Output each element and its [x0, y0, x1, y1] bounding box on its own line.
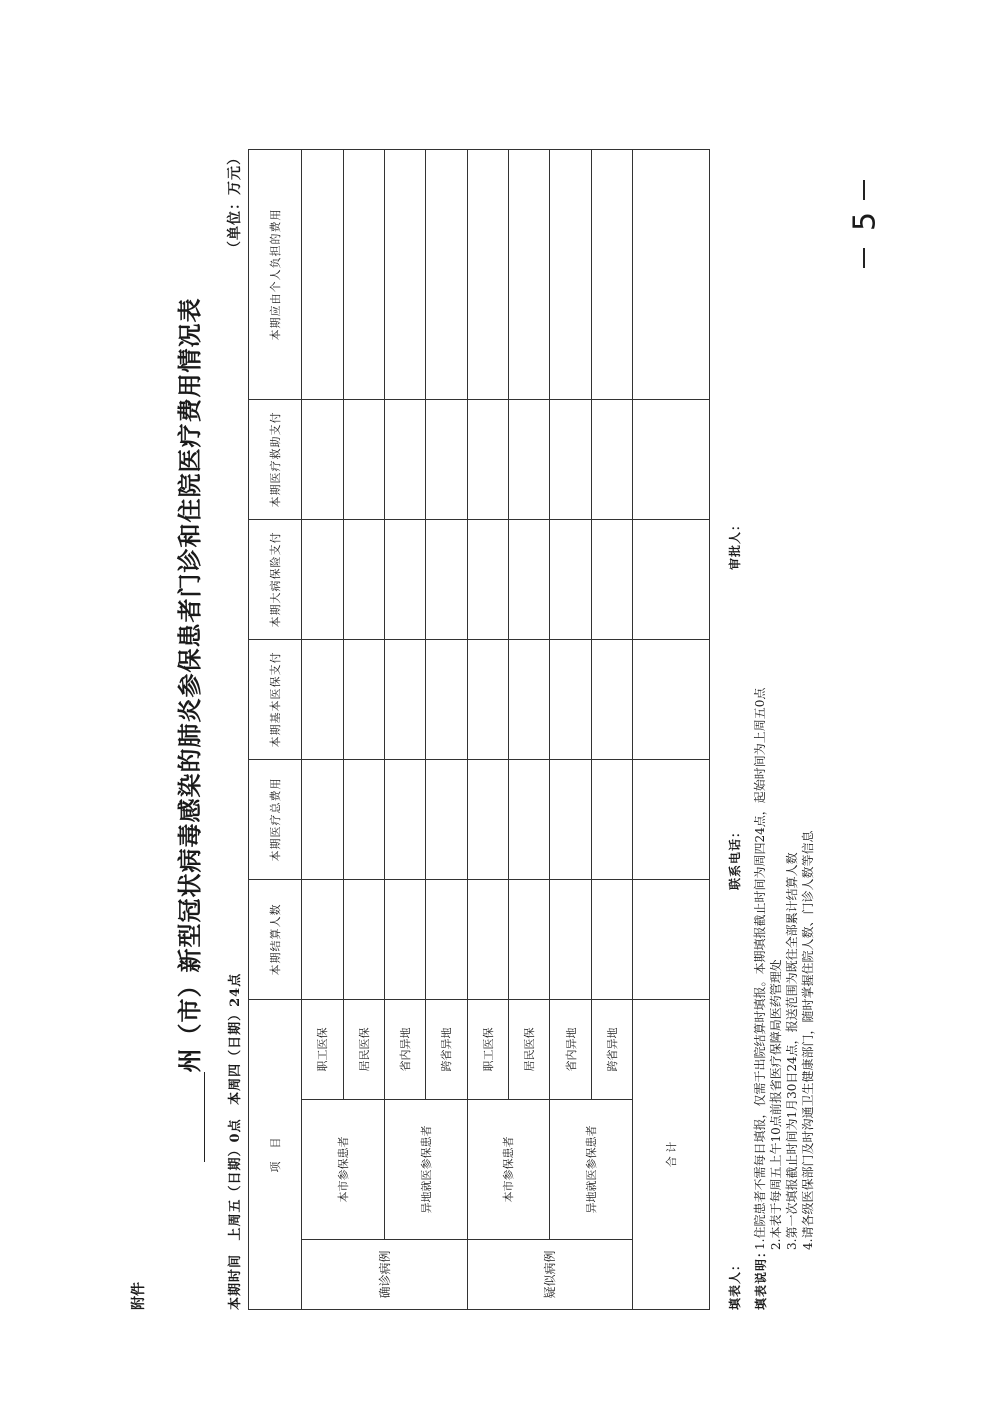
- table-cell[interactable]: [550, 760, 591, 880]
- subgroup-label: 异地就医参保患者: [550, 1100, 633, 1240]
- expense-table: [248, 149, 710, 1310]
- table-cell[interactable]: [384, 520, 425, 640]
- header-item: 项 目: [249, 1000, 302, 1310]
- table-cell[interactable]: [384, 760, 425, 880]
- row-label: 省内异地: [384, 1000, 425, 1100]
- column-header: 本期应由个人负担的费用: [249, 150, 302, 400]
- page-title: [170, 140, 205, 1320]
- row-label: 职工医保: [467, 1000, 508, 1100]
- table-cell[interactable]: [302, 640, 343, 760]
- table-cell[interactable]: [633, 640, 710, 760]
- subgroup-label: 本市参保患者: [302, 1100, 385, 1240]
- table-cell[interactable]: [384, 150, 425, 400]
- attachment-label: 附件: [131, 1282, 147, 1310]
- table-cell[interactable]: [302, 520, 343, 640]
- title-text: 州（市）新型冠状病毒感染的肺炎参保患者门诊和住院医疗费用情况表: [175, 297, 204, 1073]
- row-label: 省内异地: [550, 1000, 591, 1100]
- note-item: 1.住院患者不需每日填报，仅需于出院结算时填报。本期填报截止时间为周四24点，起始时间为上周五0点: [753, 687, 767, 1250]
- note-item: 3.第一次填报截止时间为1月30日24点，报送范围为既往全部累计结算人数: [785, 852, 799, 1250]
- column-header: 本期结算人数: [249, 880, 302, 1000]
- table-cell[interactable]: [508, 760, 549, 880]
- table-cell[interactable]: [302, 760, 343, 880]
- table-cell[interactable]: [426, 880, 467, 1000]
- table-cell[interactable]: [591, 640, 632, 760]
- row-label: 居民医保: [508, 1000, 549, 1100]
- table-cell[interactable]: [467, 640, 508, 760]
- table-header-row: [249, 150, 302, 1310]
- table-row: [384, 150, 425, 1310]
- table-cell[interactable]: [384, 400, 425, 520]
- table-cell[interactable]: [343, 520, 384, 640]
- contact-label: 联系电话：: [728, 824, 742, 890]
- filler-label: 填表人：: [728, 1257, 742, 1310]
- period-end: 本周四（日期）24点: [228, 972, 243, 1105]
- table-cell[interactable]: [508, 150, 549, 400]
- column-header: 本期大病保险支付: [249, 520, 302, 640]
- period-line: [224, 965, 243, 1310]
- notes-list: [752, 688, 816, 1250]
- table-cell[interactable]: [550, 640, 591, 760]
- landscape-sheet: [131, 140, 880, 1320]
- row-label: 居民医保: [343, 1000, 384, 1100]
- table-cell[interactable]: [508, 640, 549, 760]
- row-label: 跨省异地: [426, 1000, 467, 1100]
- approver-label: 审批人：: [728, 517, 742, 570]
- group-label-confirmed: 确诊病例: [302, 1240, 467, 1310]
- page-number: [835, 180, 895, 270]
- table-row: [467, 150, 508, 1310]
- table-cell[interactable]: [633, 760, 710, 880]
- table-cell[interactable]: [426, 520, 467, 640]
- table-cell[interactable]: [467, 880, 508, 1000]
- table-cell[interactable]: [467, 760, 508, 880]
- table-cell[interactable]: [343, 640, 384, 760]
- table-cell[interactable]: [591, 400, 632, 520]
- table-cell[interactable]: [426, 760, 467, 880]
- table-cell[interactable]: [302, 150, 343, 400]
- table-cell[interactable]: [508, 400, 549, 520]
- group-label-suspected: 疑似病例: [467, 1240, 632, 1310]
- table-cell[interactable]: [343, 880, 384, 1000]
- table-cell[interactable]: [633, 150, 710, 400]
- table-row: [550, 150, 591, 1310]
- table-cell[interactable]: [343, 760, 384, 880]
- table-cell[interactable]: [467, 400, 508, 520]
- table-cell[interactable]: [591, 880, 632, 1000]
- total-row: [633, 150, 710, 1310]
- total-label: 合 计: [633, 1000, 710, 1310]
- page-number-text: 5: [847, 211, 883, 232]
- table-cell[interactable]: [343, 400, 384, 520]
- row-label: 职工医保: [302, 1000, 343, 1100]
- table-cell[interactable]: [550, 150, 591, 400]
- period-label: 本期时间: [228, 1253, 243, 1310]
- period-start: 上周五（日期）0点: [228, 1118, 243, 1241]
- table-cell[interactable]: [467, 150, 508, 400]
- table-cell[interactable]: [633, 400, 710, 520]
- table-cell[interactable]: [633, 880, 710, 1000]
- table-cell[interactable]: [426, 150, 467, 400]
- table-cell[interactable]: [384, 640, 425, 760]
- table-cell[interactable]: [343, 150, 384, 400]
- table-cell[interactable]: [633, 520, 710, 640]
- table-cell[interactable]: [550, 520, 591, 640]
- unit-label: （单位：万元）: [227, 150, 243, 255]
- subgroup-label: 本市参保患者: [467, 1100, 550, 1240]
- table-row: [302, 150, 343, 1310]
- table-cell[interactable]: [508, 880, 549, 1000]
- table-cell[interactable]: [550, 880, 591, 1000]
- table-cell[interactable]: [591, 760, 632, 880]
- column-header: 本期基本医保支付: [249, 640, 302, 760]
- column-header: 本期医疗救助支付: [249, 400, 302, 520]
- table-cell[interactable]: [384, 880, 425, 1000]
- table-cell[interactable]: [591, 520, 632, 640]
- table-cell[interactable]: [467, 520, 508, 640]
- row-label: 跨省异地: [591, 1000, 632, 1100]
- note-item: 2.本表于每周五上午10点前报省医疗保障局医药管理处: [769, 959, 783, 1250]
- table-cell[interactable]: [426, 400, 467, 520]
- table-cell[interactable]: [302, 400, 343, 520]
- page-dash-bottom: [863, 248, 865, 268]
- note-item: 4.请各级医保部门及时沟通卫生健康部门，随时掌握住院人数、门诊人数等信息: [801, 830, 815, 1250]
- notes-label: 填表说明：: [754, 1244, 768, 1310]
- title-blank-line: [184, 1073, 205, 1163]
- table-cell[interactable]: [302, 880, 343, 1000]
- subgroup-label: 异地就医参保患者: [384, 1100, 467, 1240]
- table-cell[interactable]: [508, 520, 549, 640]
- table-cell[interactable]: [550, 400, 591, 520]
- table-cell[interactable]: [591, 150, 632, 400]
- table-cell[interactable]: [426, 640, 467, 760]
- column-header: 本期医疗总费用: [249, 760, 302, 880]
